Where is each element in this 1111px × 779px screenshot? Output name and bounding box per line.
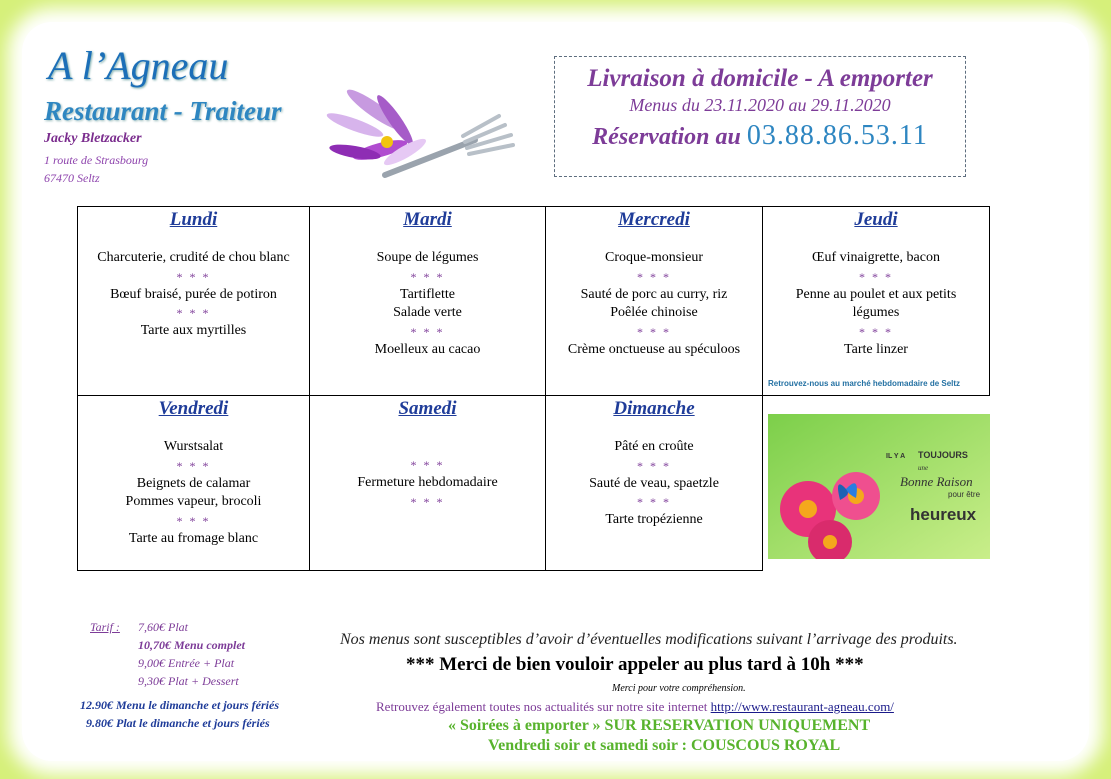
dish-dessert: Tarte aux myrtilles [140, 323, 247, 338]
dish-entree: Pâté en croûte [614, 439, 694, 454]
market-note: Retrouvez-nous au marché hebdomadaire de Seltz [768, 379, 961, 388]
day-title: Mardi [403, 209, 452, 230]
dish-plat: Pommes vapeur, brocoli [125, 494, 262, 509]
call-deadline-notice: *** Merci de bien vouloir appeler au plus tard à 10h *** [406, 654, 864, 675]
modification-note: Nos menus sont susceptibles d’avoir d’éventuelles modifications suivant l’arrivage des produits. [340, 631, 958, 648]
restaurant-subtitle: Restaurant - Traiteur [44, 96, 282, 126]
separator: * * * [176, 269, 211, 284]
day-title: Samedi [398, 398, 457, 419]
dish-plat: Sauté de porc au curry, riz [580, 286, 728, 302]
price-item: 7,60€ Plat [138, 620, 188, 634]
dish-plat: Beignets de calamar [136, 475, 251, 491]
separator: * * * [637, 458, 671, 473]
thanks-note: Merci pour votre compréhension. [612, 683, 746, 694]
menu-cell-lundi [77, 206, 310, 396]
dish-entree: Croque-monsieur [605, 250, 703, 265]
day-title: Vendredi [158, 398, 229, 419]
day-title: Jeudi [854, 209, 898, 230]
soirees-notice: « Soirées à emporter » SUR RESERVATION UNIQUEMENT [448, 717, 871, 734]
separator: * * * [410, 324, 445, 339]
separator: * * * [859, 324, 893, 339]
dish-plat: légumes [852, 305, 900, 320]
dish-plat: Penne au poulet et aux petits [795, 286, 957, 302]
flower-fork-image [325, 80, 520, 185]
menu-cell-samedi [309, 395, 546, 571]
tarif-label: Tarif : [90, 620, 120, 634]
website-text: Retrouvez également toutes nos actualités sur notre site internet [376, 699, 711, 714]
menu-cell-jeudi [762, 206, 990, 396]
dish-dessert: Crème onctueuse au spéculoos [567, 341, 741, 357]
dish-entree: Wurstsalat [163, 439, 224, 454]
separator: * * * [859, 269, 893, 284]
price-item: 10,70€ Menu complet [138, 638, 245, 652]
address-street: 1 route de Strasbourg [44, 153, 149, 167]
photo-text-4: Bonne Raison [900, 474, 973, 489]
owner-name: Jacky Bletzacker [44, 131, 142, 146]
menu-cell-dimanche [545, 395, 763, 571]
bonne-raison-image [768, 414, 990, 559]
day-title: Lundi [169, 209, 218, 230]
photo-text-2: TOUJOURS [918, 450, 968, 460]
reservation-label: Réservation au [592, 124, 747, 150]
photo-text-6: heureux [910, 505, 977, 524]
price-item: 9,00€ Entrée + Plat [138, 656, 235, 670]
dish-dessert: Tarte tropézienne [605, 512, 703, 527]
dish-dessert: Tarte au fromage blanc [128, 530, 259, 546]
couscous-notice: Vendredi soir et samedi soir : COUSCOUS ROYAL [488, 737, 841, 754]
photo-text-1: IL Y A [886, 453, 906, 460]
dish-entree: Charcuterie, crudité de chou blanc [97, 250, 290, 265]
delivery-info-box [554, 56, 966, 177]
dish-entree: Soupe de légumes [376, 250, 479, 265]
separator: * * * [637, 269, 671, 284]
photo-text-3: une [918, 464, 929, 472]
day-title: Mercredi [618, 209, 690, 230]
sunday-plat-price: 9.80€ Plat le dimanche et jours fériés [86, 716, 270, 730]
menu-cell-mercredi [545, 206, 763, 396]
separator: * * * [410, 494, 445, 509]
menu-cell-vendredi [77, 395, 310, 571]
dish-entree: Œuf vinaigrette, bacon [812, 250, 940, 265]
dish-plat: Tartiflette [400, 286, 455, 302]
dish-plat: Salade verte [393, 305, 462, 320]
dish-dessert: Tarte linzer [844, 341, 908, 357]
separator: * * * [176, 306, 211, 320]
dish-plat: Bœuf braisé, purée de potiron [110, 286, 277, 302]
delivery-title: Livraison à domicile - A emporter [587, 65, 933, 92]
separator: * * * [176, 513, 211, 528]
separator: * * * [410, 269, 445, 284]
menu-dates: Menus du 23.11.2020 au 29.11.2020 [629, 95, 891, 115]
website-line [376, 699, 894, 715]
sunday-menu-price: 12.90€ Menu le dimanche et jours fériés [80, 698, 280, 712]
reservation-line [555, 120, 965, 152]
separator: * * * [637, 324, 671, 339]
separator: * * * [176, 458, 211, 473]
restaurant-title: A l’Agneau [48, 43, 229, 88]
closed-notice: Fermeture hebdomadaire [357, 475, 498, 490]
day-title: Dimanche [613, 398, 695, 419]
price-item: 9,30€ Plat + Dessert [138, 674, 239, 688]
dish-plat: Poêlée chinoise [610, 305, 698, 320]
phone-number: 03.88.86.53.11 [746, 120, 928, 151]
website-link[interactable]: http://www.restaurant-agneau.com/ [710, 699, 894, 714]
dish-dessert: Moelleux au cacao [374, 341, 481, 357]
address-city: 67470 Seltz [44, 171, 100, 185]
separator: * * * [410, 458, 445, 472]
dish-plat: Sauté de veau, spaetzle [589, 475, 719, 491]
separator: * * * [637, 495, 671, 509]
menu-cell-mardi [309, 206, 546, 396]
photo-text-5: pour être [948, 490, 981, 499]
